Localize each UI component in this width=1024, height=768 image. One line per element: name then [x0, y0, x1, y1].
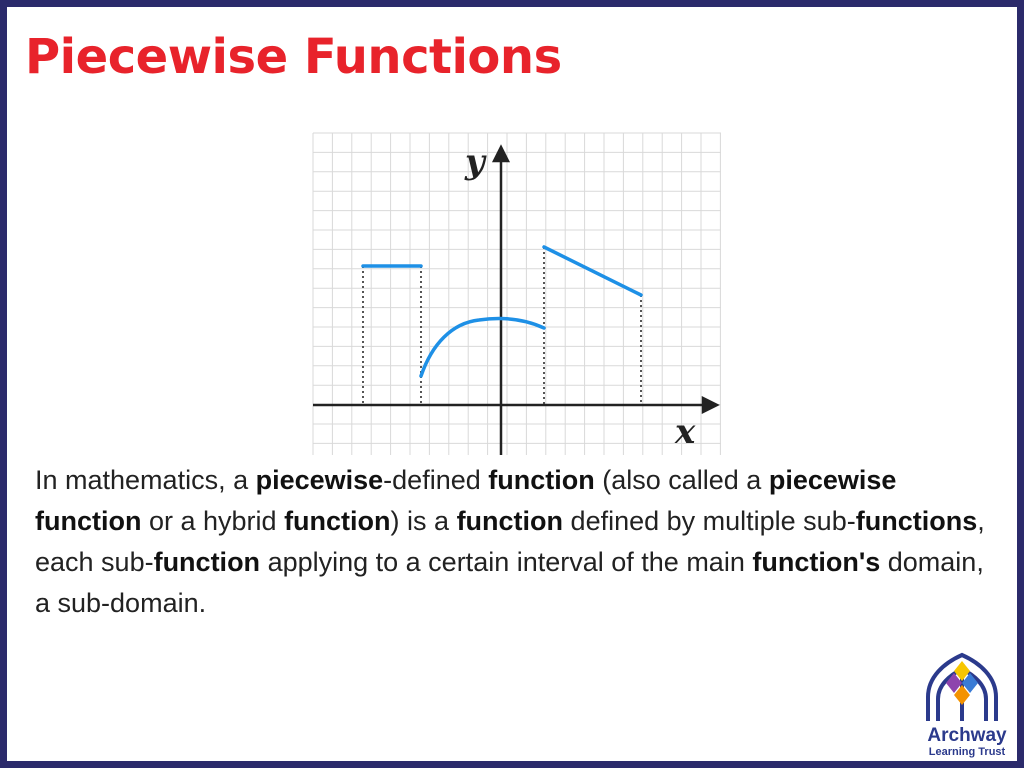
- slide-title: Piecewise Functions: [25, 29, 562, 85]
- text-run: (also called a: [594, 465, 769, 495]
- logo-name: Archway: [927, 725, 1007, 746]
- piecewise-graph: [307, 129, 727, 459]
- graph-grid: [313, 133, 721, 455]
- logo-subtitle: Learning Trust: [928, 746, 1006, 758]
- text-run: defined by multiple sub-: [563, 506, 856, 536]
- bold-term: functions: [855, 506, 978, 536]
- x-axis-label: x: [675, 412, 696, 452]
- y-axis-label: y: [465, 142, 485, 182]
- text-run: or a hybrid: [141, 506, 285, 536]
- text-run: In mathematics, a: [35, 465, 256, 495]
- x-axis-arrow-icon: [703, 398, 717, 412]
- bold-term: piecewise: [255, 465, 384, 495]
- bold-term: function: [284, 506, 391, 536]
- text-run: ) is a: [390, 506, 457, 536]
- bold-term: piecewise function: [35, 465, 897, 536]
- bold-term: function: [488, 465, 595, 495]
- text-run: -defined: [383, 465, 489, 495]
- y-axis-arrow-icon: [494, 147, 508, 161]
- bold-term: function's: [752, 547, 881, 577]
- text-run: domain, a sub-domain.: [35, 547, 984, 618]
- text-run: , each sub-: [35, 506, 985, 577]
- text-run: applying to a certain interval of the main: [260, 547, 753, 577]
- definition-paragraph: [35, 460, 995, 624]
- axes: [313, 147, 717, 455]
- bold-term: function: [153, 547, 261, 577]
- bold-term: function: [456, 506, 564, 536]
